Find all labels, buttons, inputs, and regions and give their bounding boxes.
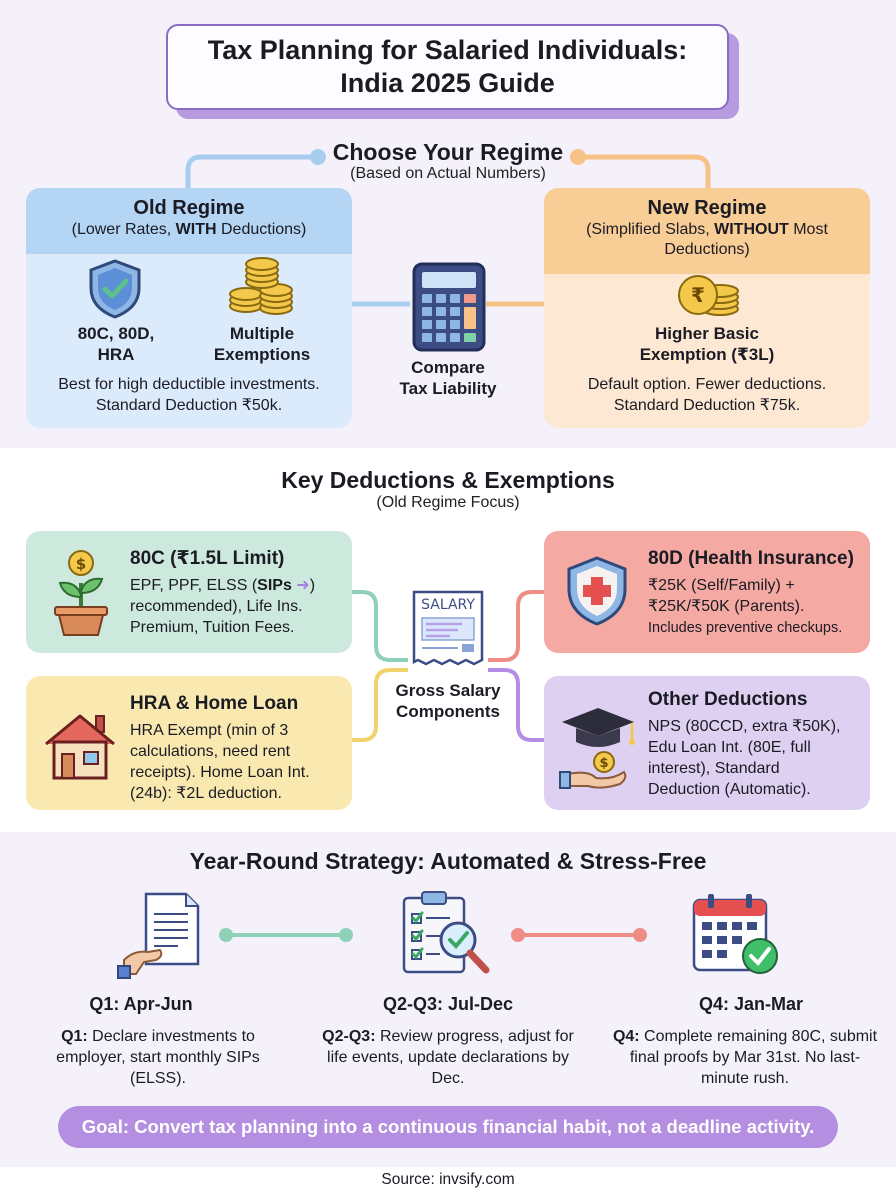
card-hra-body: HRA Exempt (min of 3 calculations, need rent receipts). Home Loan Int. (24b): ₹2L deduction.	[130, 722, 310, 802]
card-other	[544, 676, 870, 810]
card-80c	[26, 531, 352, 653]
card-80d-title: 80D (Health Insurance)	[648, 548, 854, 569]
q23-label: Q2-Q3: Jul-Dec	[382, 994, 514, 1014]
salary-slip-icon	[410, 590, 486, 666]
new-regime-item-exemption: Higher Basic Exemption (₹3L)	[639, 324, 775, 364]
card-other-title: Other Deductions	[648, 689, 808, 710]
new-regime-card	[544, 188, 870, 428]
q1-label: Q1: Apr-Jun	[89, 994, 193, 1014]
shield-check-icon	[86, 258, 144, 320]
svg-text:₹: ₹	[691, 283, 705, 307]
coins-stack-icon	[226, 254, 298, 318]
q1-description: Q1: Declare investments to employer, start monthly SIPs (ELSS).	[56, 1028, 260, 1087]
old-regime-card	[26, 188, 352, 428]
regime-heading: Choose Your Regime	[332, 139, 564, 165]
regime-subheading: (Based on Actual Numbers)	[350, 165, 546, 182]
title-banner	[166, 24, 729, 110]
health-shield-icon	[564, 555, 630, 627]
old-regime-title: Old Regime	[133, 197, 245, 219]
old-regime-item-deductions: 80C, 80D, HRA	[77, 324, 155, 364]
card-80c-body: EPF, PPF, ELSS (SIPs ➜) recommended), Life Ins. Premium, Tuition Fees.	[130, 577, 316, 636]
old-regime-item-exemptions: Multiple Exemptions	[213, 324, 311, 364]
svg-text:$: $	[599, 756, 609, 771]
new-regime-title: New Regime	[647, 197, 767, 219]
new-regime-header	[544, 188, 870, 274]
source-credit: Source: invsify.com	[381, 1171, 515, 1188]
title-line-1: Tax Planning for Salaried Individuals:	[207, 35, 688, 65]
card-80d-body: ₹25K (Self/Family) + ₹25K/₹50K (Parents).	[648, 577, 805, 615]
q4-label: Q4: Jan-Mar	[698, 994, 804, 1014]
card-80d-extra: Includes preventive checkups.	[648, 620, 843, 636]
document-hand-icon	[116, 890, 206, 980]
calculator-icon	[412, 262, 486, 352]
money-plant-icon	[46, 545, 116, 637]
salary-tag: SALARY	[421, 597, 475, 613]
gross-salary-label: Gross Salary Components	[395, 681, 501, 721]
card-80d	[544, 531, 870, 653]
new-regime-note: Default option. Fewer deductions. Standard Deduction ₹75k.	[587, 376, 827, 414]
goal-banner: Goal: Convert tax planning into a continuous financial habit, not a deadline activity.	[58, 1106, 838, 1148]
old-regime-subtitle: (Lower Rates, WITH Deductions)	[71, 221, 307, 238]
compare-tax-label: Compare Tax Liability	[399, 358, 497, 398]
card-hra	[26, 676, 352, 810]
deductions-subheading: (Old Regime Focus)	[376, 494, 520, 511]
svg-text:$: $	[75, 555, 87, 573]
strategy-heading: Year-Round Strategy: Automated & Stress-Free	[189, 848, 707, 874]
card-80c-title: 80C (₹1.5L Limit)	[130, 548, 285, 569]
old-regime-header	[26, 188, 352, 254]
new-regime-subtitle: (Simplified Slabs, WITHOUT Most Deductions)	[586, 221, 828, 258]
q23-description: Q2-Q3: Review progress, adjust for life events, update declarations by Dec.	[322, 1028, 574, 1087]
title-line-2: India 2025 Guide	[340, 68, 555, 98]
deductions-heading: Key Deductions & Exemptions	[281, 467, 615, 493]
rupee-coins-icon	[676, 271, 742, 319]
card-other-body: NPS (80CCD, extra ₹50K), Edu Loan Int. (80E, full interest), Standard Deduction (Automatic).	[648, 718, 841, 798]
house-icon	[42, 710, 118, 780]
q4-description: Q4: Complete remaining 80C, submit final proofs by Mar 31st. No last-minute rush.	[612, 1028, 878, 1087]
graduation-cap-icon	[558, 700, 640, 790]
old-regime-note: Best for high deductible investments. Standard Deduction ₹50k.	[58, 376, 320, 414]
checklist-magnifier-icon	[396, 888, 496, 980]
arrow-right-icon: ➜	[291, 577, 310, 594]
calendar-check-icon	[690, 890, 782, 978]
card-hra-title: HRA & Home Loan	[130, 693, 299, 714]
